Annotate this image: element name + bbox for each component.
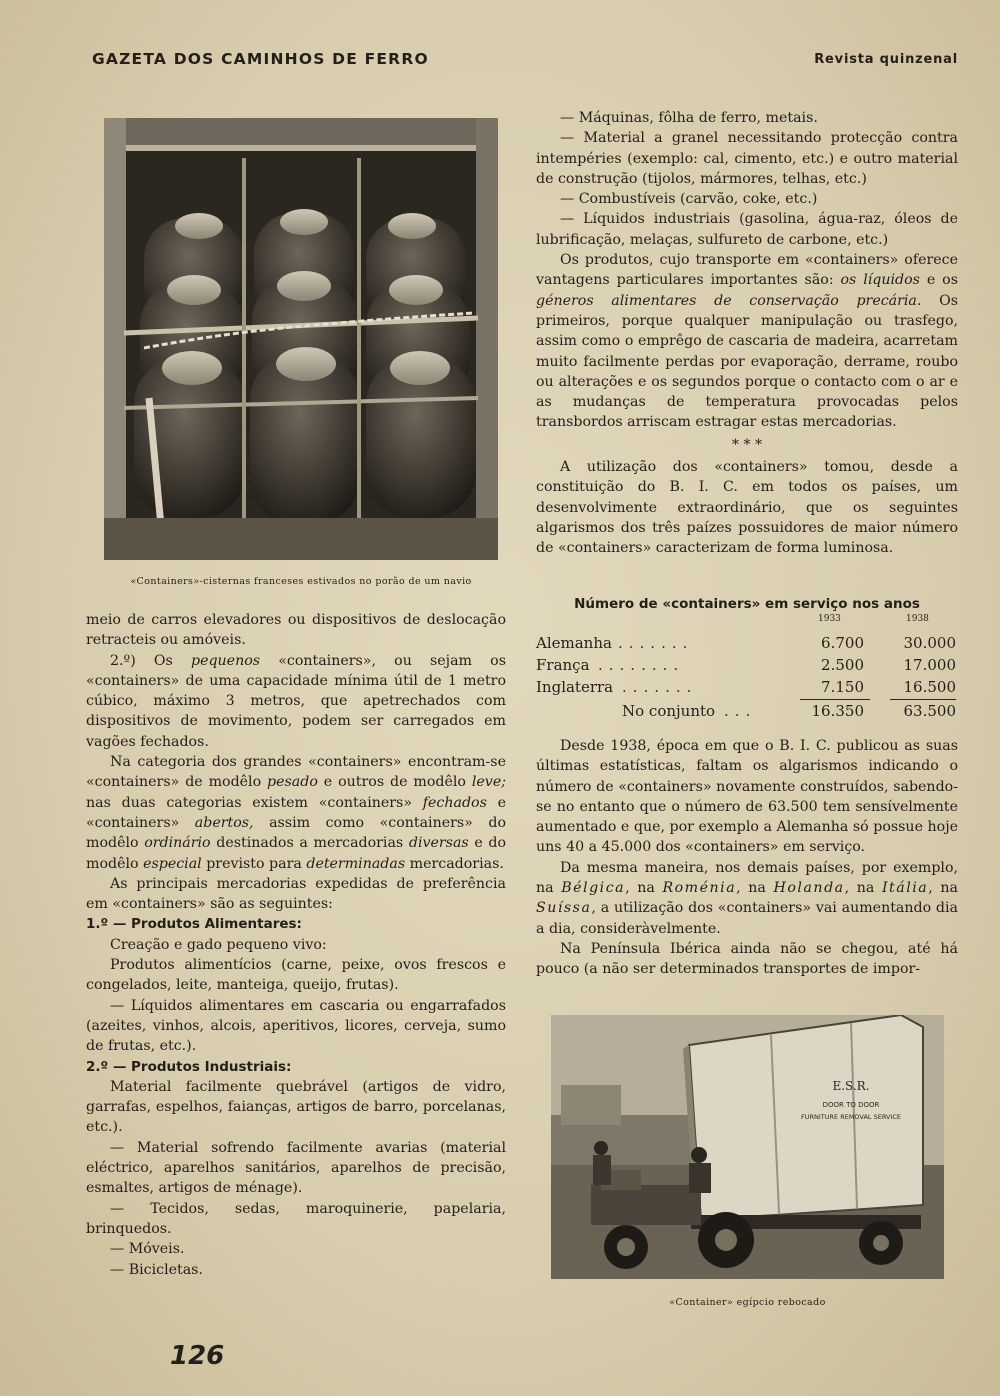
paragraph: Material facilmente quebrável (artigos de vidro, garrafas, espelhos, faianças, artigos de barro, porcelanas, etc.). bbox=[86, 1078, 506, 1136]
total-rule-1938 bbox=[890, 699, 956, 700]
paragraph: Produtos alimentícios (carne, peixe, ovos frescos e congelados, leite, manteiga, queijo, frutas). bbox=[86, 957, 506, 994]
paragraph: Creação e gado pequeno vivo: bbox=[110, 936, 327, 953]
right-text-column-top bbox=[536, 108, 958, 559]
paragraph: — Combustíveis (carvão, coke, etc.) bbox=[560, 191, 818, 208]
right-text-column-bottom bbox=[536, 736, 958, 980]
journal-title: GAZETA DOS CAMINHOS DE FERRO bbox=[92, 50, 429, 68]
paragraph: As principais mercadorias expedidas de preferência em «containers» são as seguintes: bbox=[86, 875, 506, 913]
value-1933: 7.150 bbox=[821, 678, 864, 696]
tank-containers-photo bbox=[104, 118, 498, 560]
total-label: No conjunto bbox=[622, 702, 716, 720]
paragraph: — Líquidos alimentares em cascaria ou engarrafados (azeites, vinhos, alcois, aperitivos, licores, cerveja, sumo de frutas, etc.). bbox=[86, 997, 506, 1055]
table-title: Número de «containers» em serviço nos anos bbox=[574, 596, 920, 612]
paragraph: Na Península Ibérica ainda não se chegou, até há pouco (a não ser determinados transportes de impor- bbox=[536, 940, 958, 978]
journal-subtitle: Revista quinzenal bbox=[814, 52, 958, 67]
paragraph: 2.º) Os pequenos «containers», ou sejam os «containers» de uma capacidade mínima útil de 1 metro cúbico, máximo 3 metros, que apetrechados com dispositivos de movimento, podem ser carregados em vagões fechados. bbox=[86, 652, 506, 750]
paragraph: — Material a granel necessitando protecção contra intempéries (exemplo: cal, cimento, etc.) e outro material de construção (tijolos, mármores, telhas, etc.) bbox=[536, 130, 958, 187]
egyptian-container-truck-photo bbox=[551, 1015, 944, 1279]
truck-illustration bbox=[551, 1015, 944, 1279]
value-1938: 17.000 bbox=[903, 656, 956, 674]
country-name: Inglaterra bbox=[536, 678, 614, 696]
country-name: França bbox=[536, 656, 590, 674]
total-rule-1933 bbox=[800, 699, 870, 700]
tank-row-3 bbox=[134, 347, 476, 524]
container-sign-line-2: DOOR TO DOOR bbox=[822, 1101, 880, 1109]
section-heading: 2.º — Produtos Industriais: bbox=[86, 1058, 292, 1075]
leader-dots: ....... bbox=[622, 678, 698, 696]
paragraph: — Máquinas, fôlha de ferro, metais. bbox=[560, 110, 818, 126]
paragraph: meio de carros elevadores ou dispositivos de deslocação retracteis ou amóveis. bbox=[86, 612, 506, 649]
value-1938: 16.500 bbox=[903, 678, 956, 696]
paragraph: — Móveis. bbox=[110, 1241, 185, 1258]
container-sign-line-3: FURNITURE REMOVAL SERVICE bbox=[800, 1113, 902, 1121]
table-row bbox=[536, 634, 956, 656]
paragraph: Na categoria dos grandes «containers» encontram-se «containers» de modêlo pesado e outros de modêlo leve; nas duas categorias existem «containers» fechados e «containers» abertos, assim como «containers» do modêlo ordinário destinados a mercadorias diversas e do modêlo especial previsto para determinadas mercadorias. bbox=[86, 754, 507, 872]
paragraph: Os produtos, cujo transporte em «containers» oferece vantagens particulares importantes são: os líquidos e os géneros alimentares de conservação precária. Os primeiros, porque qualquer manipulação ou trasfego, assim como o emprêgo de cascaria de madeira, acarretam muito facilmente perdas por evaporação, derrame, roubo ou alterações e os segundos porque o contacto com o ar e as mudanças de temperatura provocadas pelos transbordos arriscam estragar estas mercadorias. bbox=[536, 252, 958, 431]
truck-photo-caption: «Container» egípcio rebocado bbox=[669, 1297, 826, 1308]
section-heading: 1.º — Produtos Alimentares: bbox=[86, 916, 302, 933]
leader-dots: ... bbox=[724, 702, 757, 720]
value-1933: 6.700 bbox=[821, 634, 864, 652]
country-name: Alemanha bbox=[536, 634, 612, 652]
paragraph: — Bicicletas. bbox=[110, 1261, 203, 1278]
page-number: 126 bbox=[170, 1341, 225, 1371]
total-1938: 63.500 bbox=[903, 702, 956, 720]
tank-containers-illustration bbox=[104, 118, 498, 560]
leader-dots: ........ bbox=[598, 656, 685, 674]
table-year-1938: 1938 bbox=[906, 614, 929, 624]
paragraph: Da mesma maneira, nos demais países, por exemplo, na Bélgica, na Roménia, na Holanda, na Itália, na Suíssa, a utilização dos «containers» vai aumentando dia a dia, consideràvelmente. bbox=[536, 859, 958, 937]
value-1933: 2.500 bbox=[821, 656, 864, 674]
table-year-1933: 1933 bbox=[818, 614, 841, 624]
table-row bbox=[536, 678, 956, 700]
table-row bbox=[536, 656, 956, 678]
paragraph: — Líquidos industriais (gasolina, água-raz, óleos de lubrificação, melaças, sulfureto de carbone, etc.) bbox=[536, 211, 958, 248]
paragraph: A utilização dos «containers» tomou, desde a constituição do B. I. C. em todos os países, um desenvolvimente extraordinário, que os seguintes algarismos dos três paízes possuidores de maior número de «containers» caracterizam de forma luminosa. bbox=[536, 459, 958, 557]
container-sign-line-1: E.S.R. bbox=[832, 1079, 870, 1093]
tank-photo-caption: «Containers»-cisternas franceses estivados no porão de um navio bbox=[130, 576, 472, 587]
left-text-column bbox=[86, 610, 506, 1280]
total-1933: 16.350 bbox=[811, 702, 864, 720]
value-1938: 30.000 bbox=[903, 634, 956, 652]
leader-dots: ....... bbox=[618, 634, 694, 652]
paragraph: — Tecidos, sedas, maroquinerie, papelaria, brinquedos. bbox=[86, 1200, 506, 1237]
paragraph: — Material sofrendo facilmente avarias (material eléctrico, aparelhos sanitários, aparelhos de precisão, esmaltes, artigos de ménage). bbox=[86, 1139, 506, 1197]
section-separator: * * * bbox=[731, 436, 763, 453]
table-total-row bbox=[536, 702, 956, 724]
paragraph: Desde 1938, época em que o B. I. C. publicou as suas últimas estatísticas, faltam os algarismos indicando o número de «containers» novamente construídos, sabendo-se no entanto que o número de 63.500 tem sensívelmente aumentado e que, por exemplo a Alemanha só possue hoje uns 40 a 45.000 dos «containers» em serviço. bbox=[536, 738, 958, 856]
